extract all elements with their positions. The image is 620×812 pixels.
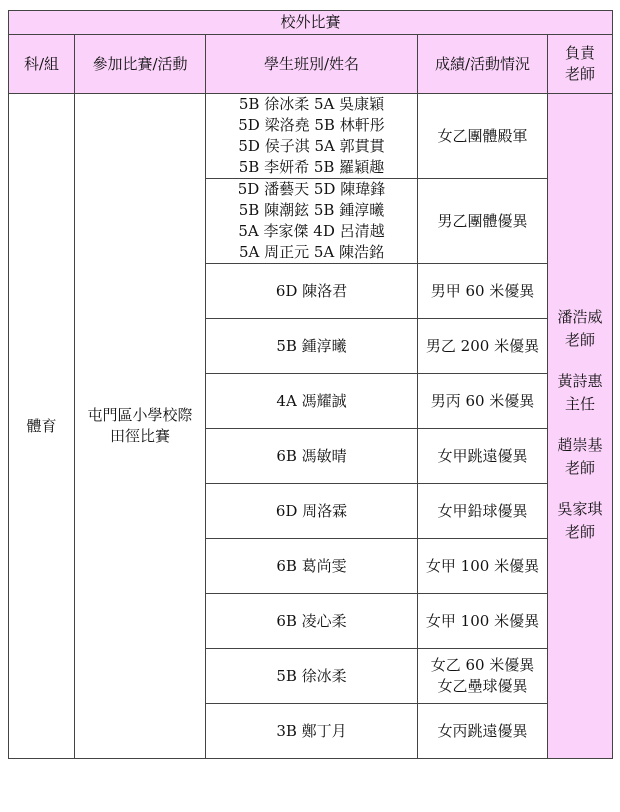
student-line: 5B 陳潮鉉 5B 鍾淳曦 bbox=[238, 201, 385, 219]
students-cell bbox=[206, 94, 418, 179]
header-teacher: 負責 老師 bbox=[548, 35, 613, 94]
student-line: 6B 葛尚雯 bbox=[276, 556, 347, 575]
student-line: 6B 凌心柔 bbox=[276, 611, 347, 630]
teacher-entry bbox=[548, 499, 612, 543]
competition-table bbox=[8, 10, 613, 759]
student-line: 6D 周洛霖 bbox=[275, 501, 348, 520]
students-cell bbox=[206, 594, 418, 649]
students-cell bbox=[206, 649, 418, 704]
teacher-line: 主任 bbox=[564, 395, 595, 413]
result-cell: 女甲 100 米優異 bbox=[418, 539, 548, 594]
student-line: 5A 李家傑 4D 呂清越 bbox=[238, 222, 385, 240]
header-event: 參加比賽/活動 bbox=[75, 35, 206, 94]
students-cell bbox=[206, 319, 418, 374]
event-cell: 屯門區小學校際田徑比賽 bbox=[75, 94, 206, 759]
student-line: 6D 陳洛君 bbox=[275, 281, 348, 300]
student-line: 6B 馮敏晴 bbox=[276, 446, 347, 465]
teacher-cell bbox=[548, 94, 613, 759]
result-cell: 女乙團體殿軍 bbox=[418, 94, 548, 179]
students-cell bbox=[206, 704, 418, 759]
teacher-line: 趙崇基 bbox=[557, 436, 603, 454]
student-line: 3B 鄭丁月 bbox=[276, 721, 347, 740]
student-line: 5B 徐冰柔 5A 吳康穎 bbox=[238, 95, 385, 113]
student-line: 5D 梁洛堯 5B 林軒彤 bbox=[238, 116, 385, 134]
result-cell: 女甲 100 米優異 bbox=[418, 594, 548, 649]
table-title: 校外比賽 bbox=[9, 11, 613, 35]
students-cell bbox=[206, 264, 418, 319]
student-line: 4A 馮耀誠 bbox=[276, 391, 347, 410]
result-cell: 女甲跳遠優異 bbox=[418, 429, 548, 484]
header-students: 學生班別/姓名 bbox=[206, 35, 418, 94]
subject-cell: 體育 bbox=[9, 94, 75, 759]
header-result: 成績/活動情況 bbox=[418, 35, 548, 94]
header-subject: 科/組 bbox=[9, 35, 75, 94]
teacher-line: 老師 bbox=[564, 523, 595, 541]
teacher-line: 老師 bbox=[564, 459, 595, 477]
result-cell: 女丙跳遠優異 bbox=[418, 704, 548, 759]
result-cell: 女甲鉛球優異 bbox=[418, 484, 548, 539]
result-cell: 男甲 60 米優異 bbox=[418, 264, 548, 319]
student-line: 5B 李妍希 5B 羅穎趣 bbox=[238, 158, 385, 176]
students-cell bbox=[206, 374, 418, 429]
result-cell: 女乙 60 米優異 女乙壘球優異 bbox=[418, 649, 548, 704]
students-cell bbox=[206, 539, 418, 594]
student-line: 5D 侯子淇 5A 郭貫貫 bbox=[238, 137, 385, 155]
student-line: 5B 徐冰柔 bbox=[276, 666, 347, 685]
teacher-entry bbox=[548, 307, 612, 351]
students-cell bbox=[206, 179, 418, 264]
teacher-line: 黃詩惠 bbox=[557, 372, 603, 390]
student-line: 5A 周正元 5A 陳浩銘 bbox=[238, 243, 385, 261]
result-cell: 男乙團體優異 bbox=[418, 179, 548, 264]
teacher-line: 老師 bbox=[564, 331, 595, 349]
teacher-line: 潘浩威 bbox=[557, 308, 603, 326]
table-row bbox=[9, 94, 613, 179]
teacher-line: 吳家琪 bbox=[557, 500, 603, 518]
result-cell: 男乙 200 米優異 bbox=[418, 319, 548, 374]
teacher-entry bbox=[548, 435, 612, 479]
student-line: 5D 潘藝天 5D 陳瑋鋒 bbox=[237, 180, 386, 198]
student-line: 5B 鍾淳曦 bbox=[276, 336, 347, 355]
students-cell bbox=[206, 484, 418, 539]
result-cell: 男丙 60 米優異 bbox=[418, 374, 548, 429]
teacher-entry bbox=[548, 371, 612, 415]
students-cell bbox=[206, 429, 418, 484]
